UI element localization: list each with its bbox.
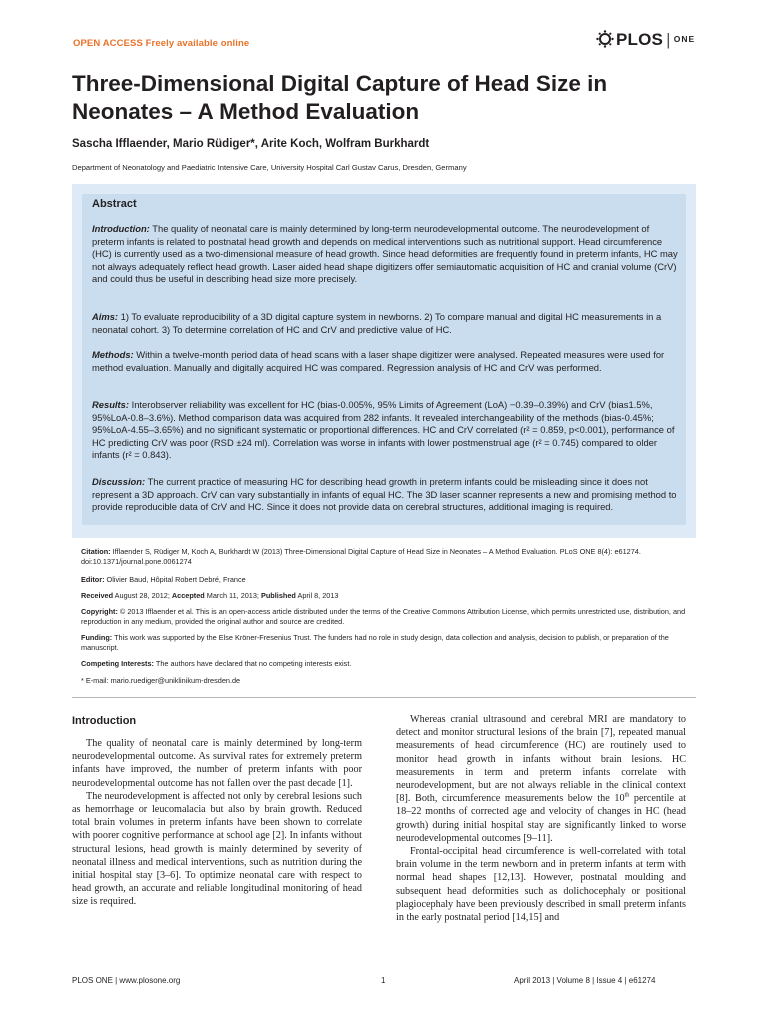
- footer-issue: April 2013 | Volume 8 | Issue 4 | e61274: [514, 976, 656, 985]
- abstract-discussion-label: Discussion:: [92, 476, 146, 487]
- funding: [81, 633, 691, 653]
- editor-text: Olivier Baud, Hôpital Robert Debré, France: [104, 575, 246, 584]
- page-number: 1: [381, 976, 386, 985]
- abstract-aims-text: 1) To evaluate reproducibility of a 3D digital capture system in newborns. 2) To compare manual and digital HC measurements in a neonatal cohort. 3) To determine correlation of HC and CrV and predictive value of HC.: [92, 311, 662, 335]
- copyright: [81, 607, 691, 627]
- corresponding-email: * E-mail: mario.ruediger@uniklinikum-dresden.de: [81, 676, 241, 685]
- competing-label: Competing Interests:: [81, 659, 154, 668]
- left-paragraph-1: The quality of neonatal care is mainly determined by long-term neurodevelopmental outcome. As survival rates for extremely preterm infants have improved, the number of preterm infants with poor neurodevelopmental outcome has not fallen over the past decade [1].: [72, 738, 362, 789]
- competing-text: The authors have declared that no competing interests exist.: [153, 659, 352, 668]
- abstract-results-label: Results:: [92, 399, 129, 410]
- open-access-label: OPEN ACCESS Freely available online: [73, 38, 250, 49]
- logo-divider: |: [666, 30, 671, 49]
- right-paragraph-2: Frontal-occipital head circumference is well-correlated with total brain volume in the term newborn and in preterm infants at term with normal head shapes [12,13]. However, postnatal moulding and subsequent head deformities such as dolichocephaly or positional plagiocephaly have been previously described in small preterm infants in the early postnatal period [14,15] and: [396, 846, 686, 924]
- journal-subname: ONE: [673, 34, 696, 44]
- right-paragraph-1: [396, 713, 686, 845]
- citation-text: Ifflaender S, Rüdiger M, Koch A, Burkhardt W (2013) Three-Dimensional Digital Capture of Head Size in Neonates – A Method Evaluation. PLoS ONE 8(4): e61274. doi:10.1371/journal.pone.0061274: [81, 547, 641, 567]
- dates: [81, 591, 691, 601]
- journal-name: PLOS: [616, 30, 664, 49]
- abstract-aims-label: Aims:: [92, 311, 119, 322]
- open-access-banner: [73, 38, 249, 49]
- left-paragraph-2: The neurodevelopment is affected not only by cerebral lesions such as hemorrhage or leucomalacia but also by brain growth. Reduced total brain volumes in preterm infants have been shown to correlate with poorer cognitive performance at school age [2]. In infants without structural lesions, head growth is mainly determined by severity of neonatal illness and medical interventions, such as nutrition during the initial hospital stay [3–6]. To optimize neonatal care with respect to head growth, an accurate and reliable longitudinal monitoring of head size is required.: [72, 790, 362, 908]
- footer-journal: PLOS ONE | www.plosone.org: [72, 976, 181, 985]
- abstract-methods-text: Within a twelve-month period data of head scans with a laser shape digitizer were analysed. Repeated measures were used for method evaluation. Manually and digitally acquired HC was compared. Regression analysis of HC and CrV was performed.: [92, 349, 665, 373]
- right-paragraph-1-text: Whereas cranial ultrasound and cerebral MRI are mandatory to detect and monitor structural lesions of the brain [7], repeated manual measurements of head circumference (HC) are routinely used to monitor head growth in infants without brain lesions. HC measurements in term and preterm infants correlate with neurodevelopment, but are not always reliable in the clinical context [8]. Both, circumference measurements below the 10: [396, 714, 686, 805]
- copyright-label: Copyright:: [81, 607, 118, 616]
- abstract-aims: [92, 311, 680, 336]
- published-label: Published: [260, 591, 296, 600]
- introduction-heading: Introduction: [72, 715, 137, 727]
- author-list: Sascha Ifflaender, Mario Rüdiger*, Arite Koch, Wolfram Burkhardt: [72, 138, 430, 150]
- competing-interests: [81, 659, 691, 669]
- article-title: Three-Dimensional Digital Capture of Head Size in Neonates – A Method Evaluation: [72, 71, 608, 124]
- funding-text: This work was supported by the Else Kröner-Fresenius Trust. The funders had no role in study design, data collection and analysis, decision to publish, or preparation of the manuscript.: [81, 633, 669, 653]
- funding-label: Funding:: [81, 633, 113, 642]
- metadata-divider: [72, 697, 696, 698]
- right-paragraph-1-cont: percentile at 18–22 months of corrected age and velocity of changes in HC (head growth) during initial hospital stay are significantly linked to worse neurodevelopmental outcomes [9–11].: [396, 793, 687, 844]
- accepted-label: Accepted: [171, 591, 205, 600]
- superscript-th: th: [624, 792, 630, 799]
- editor: [81, 575, 691, 585]
- citation-label: Citation:: [81, 547, 111, 556]
- right-column: [396, 713, 686, 924]
- abstract-methods-label: Methods:: [92, 349, 134, 360]
- affiliation: Department of Neonatology and Paediatric Intensive Care, University Hospital Carl Gustav Carus, Dresden, Germany: [72, 163, 467, 172]
- editor-label: Editor:: [81, 575, 105, 584]
- left-column: [72, 737, 362, 909]
- abstract-discussion-text: The current practice of measuring HC for describing head growth in preterm infants could be misleading since it does not represent a 3D approach. CrV can vary substantially in infants of equal HC. The 3D laser scanner represents a new and promising method to provide reproducible data of CrV and HC. Since it does not provide data on cerebral structures, additional imaging is required.: [92, 476, 677, 513]
- plos-logo-icon: [596, 30, 614, 48]
- citation: [81, 547, 691, 567]
- received-label: Received: [81, 591, 114, 600]
- abstract-introduction-label: Introduction:: [92, 223, 150, 234]
- received-date: August 28, 2012;: [113, 591, 172, 600]
- abstract-methods: [92, 349, 680, 374]
- abstract-introduction: [92, 223, 680, 286]
- accepted-date: March 11, 2013;: [204, 591, 261, 600]
- abstract-introduction-text: The quality of neonatal care is mainly determined by long-term neurodevelopmental outcome. The neurodevelopment of preterm infants is related to postnatal head growth and depends on medical interventions such as nutritional support. Head circumference (HC) is currently used as a two-dimensional measure of head growth. Since head deformities are frequently found in preterm infants, HC may not always adequately reflect head growth. Laser aided head shape digitizers offer semiautomatic acquisition of HC and cranial volume (CrV) and could thus be useful in describing head size more precisely.: [92, 223, 678, 285]
- published-date: April 8, 2013: [295, 591, 339, 600]
- abstract-discussion: [92, 476, 680, 514]
- abstract-heading: Abstract: [92, 198, 137, 210]
- abstract-results: [92, 399, 680, 462]
- abstract-results-text: Interobserver reliability was excellent for HC (bias-0.005%, 95% Limits of Agreement (LoA) −0.39–0.39%) and CrV (bias1.5%, 95%LoA-0.8–3.6%). Method comparison data was acquired from 282 infants. It revealed interchangeability of the methods (bias-0.45%; 95%LoA-4.55–3.65%) and no significant systematic or proportional differences. HC and CrV correlated (r² = 0.859, p<0.001), performance of HC predicting CrV was poor (RSD ±24 ml). Correlation was worse in infants with lower postmenstrual age (r² = 0.745) compared to older infants (r² = 0.843).: [92, 399, 675, 461]
- journal-logo: [596, 30, 695, 50]
- copyright-text: © 2013 Ifflaender et al. This is an open-access article distributed under the terms of the Creative Commons Attribution License, which permits unrestricted use, distribution, and reproduction in any medium, provided the original author and source are credited.: [81, 607, 686, 627]
